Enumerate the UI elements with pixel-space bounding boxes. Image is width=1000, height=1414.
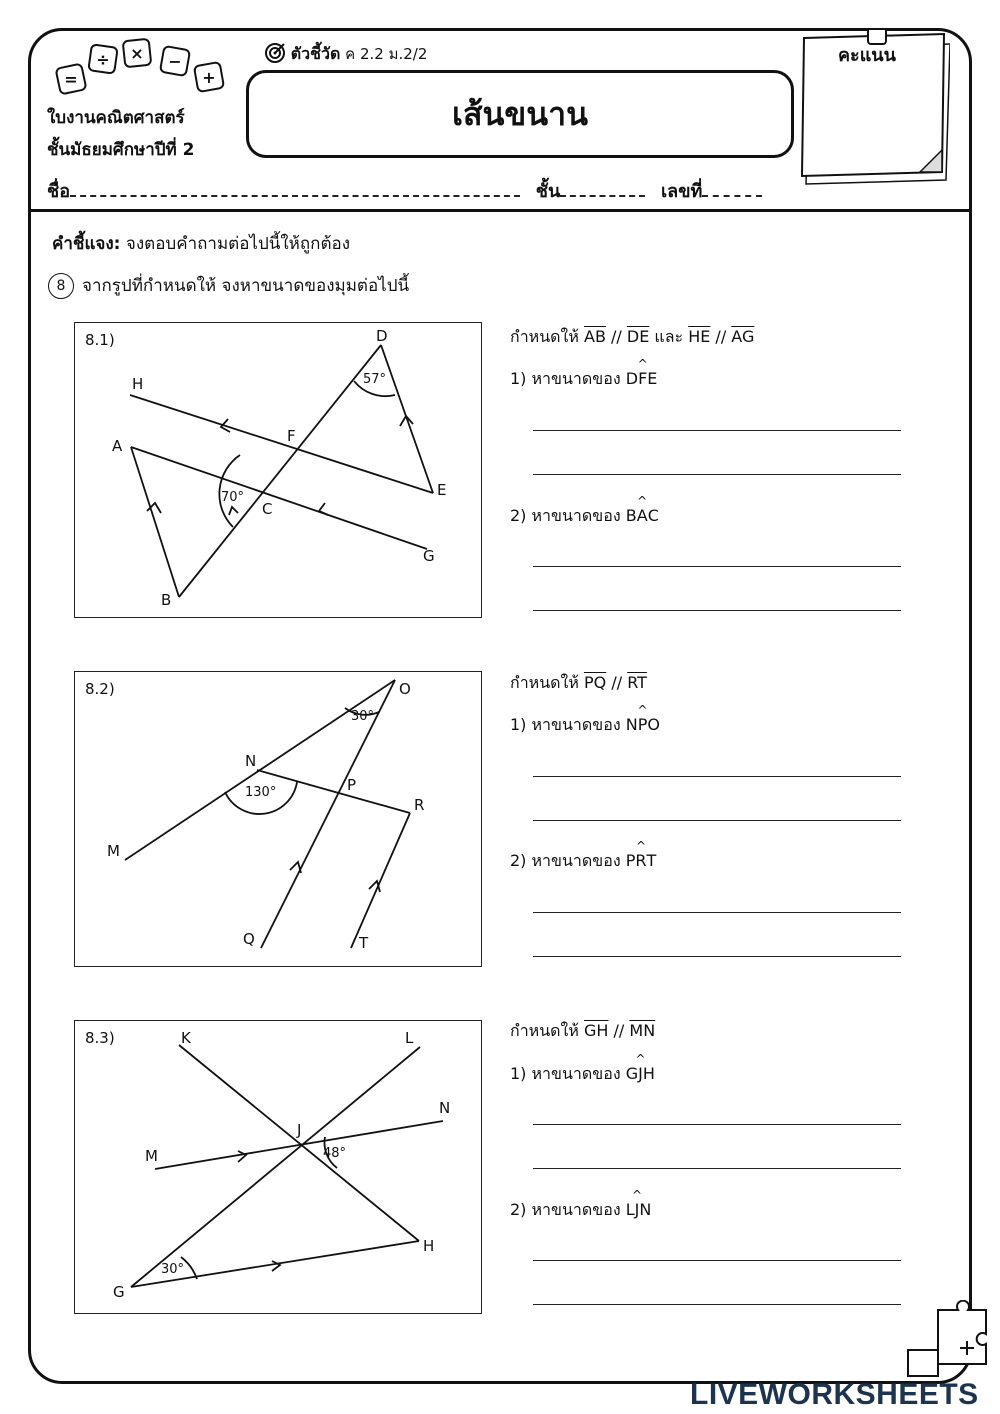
instructions-label: คำชี้แจง: <box>52 234 121 254</box>
answer-line[interactable] <box>533 1168 901 1169</box>
question-prefix: 2) หาขนาดของ <box>510 851 621 870</box>
answer-line[interactable] <box>533 1304 901 1305</box>
score-label: คะแนน <box>838 45 896 66</box>
parallel-symbol: // <box>605 327 627 346</box>
indicator <box>264 42 427 67</box>
given-8-1 <box>510 325 754 350</box>
connector: และ <box>649 327 689 346</box>
class-label: ชั้น <box>535 181 561 202</box>
question-prefix: 1) หาขนาดของ <box>510 369 621 388</box>
given-prefix: กำหนดให้ <box>510 327 579 346</box>
parallel-symbol: // <box>606 673 628 692</box>
topic-title: เส้นขนาน <box>246 70 794 158</box>
point-label: K <box>181 1029 191 1047</box>
figure-8-3 <box>74 1020 482 1314</box>
parallel-symbol: // <box>710 327 732 346</box>
watermark: LIVEWORKSHEETS <box>690 1378 979 1411</box>
point-label: B <box>161 591 172 609</box>
point-label: H <box>423 1237 435 1255</box>
question-prefix: 2) หาขนาดของ <box>510 506 621 525</box>
segment: $\overline{HE}$ <box>688 327 711 346</box>
angle-letter: N <box>625 715 638 734</box>
given-8-3 <box>510 1019 655 1044</box>
angle-letter: H <box>642 1064 655 1083</box>
angle-label: 30° <box>161 1262 185 1277</box>
answer-line[interactable] <box>533 610 901 611</box>
angle-vertex: ^ P <box>638 715 648 734</box>
question-prefix: 2) หาขนาดของ <box>510 1200 621 1219</box>
angle-vertex: ^ F <box>638 369 647 388</box>
answer-line[interactable] <box>533 956 901 957</box>
number-field[interactable] <box>702 181 762 197</box>
target-icon <box>264 42 286 64</box>
angle-vertex: ^ R <box>635 851 646 870</box>
angle-vertex: ^ J <box>635 1200 640 1219</box>
parallel-symbol: // <box>608 1021 630 1040</box>
point-label: J <box>297 1121 302 1139</box>
indicator-label: ตัวชี้วัด <box>290 44 341 63</box>
angle-letter: T <box>646 851 657 870</box>
figure-8-1-diagram <box>75 323 481 617</box>
die-symbol: − <box>168 52 182 71</box>
point-label: F <box>287 427 296 445</box>
name-field[interactable] <box>70 181 520 197</box>
point-label: G <box>113 1283 125 1301</box>
angle-vertex: ^ A <box>637 506 648 525</box>
segment: $\overline{DE}$ <box>626 327 650 346</box>
answer-line[interactable] <box>533 820 901 821</box>
point-label: L <box>405 1029 414 1047</box>
instructions <box>52 230 350 257</box>
angle-letter: P <box>625 851 636 870</box>
answer-line[interactable] <box>533 1260 901 1261</box>
point-label: M <box>107 842 120 860</box>
name-label: ชื่อ <box>47 181 71 202</box>
answer-line[interactable] <box>533 1124 901 1125</box>
indicator-value: ค 2.2 ม.2/2 <box>345 45 428 63</box>
point-label: O <box>399 680 411 698</box>
segment: $\overline{RT}$ <box>627 673 647 692</box>
given-8-2 <box>510 671 647 696</box>
item-text: จากรูปที่กำหนดให้ จงหาขนาดของมุมต่อไปนี้ <box>82 276 410 296</box>
sheet-title-line2: ชั้นมัธยมศึกษาปีที่ 2 <box>47 140 195 160</box>
question-8-3-2 <box>510 1198 651 1223</box>
sheet-title-line1: ใบงานคณิตศาสตร์ <box>47 108 185 128</box>
answer-line[interactable] <box>533 566 901 567</box>
question-8-2-2 <box>510 849 656 874</box>
given-prefix: กำหนดให้ <box>510 1021 579 1040</box>
segment: $\overline{GH}$ <box>584 1021 609 1040</box>
die-symbol: + <box>202 68 216 87</box>
figure-8-2-diagram <box>75 672 481 966</box>
point-label: H <box>132 375 144 393</box>
point-label: P <box>347 776 357 794</box>
question-prefix: 1) หาขนาดของ <box>510 715 621 734</box>
item-heading <box>48 272 409 299</box>
point-label: E <box>437 481 447 499</box>
angle-label: 57° <box>363 372 387 387</box>
die-symbol: = <box>64 70 78 89</box>
point-label: Q <box>243 930 255 948</box>
dice-decoration <box>52 36 232 102</box>
answer-line[interactable] <box>533 912 901 913</box>
item-number: 8 <box>48 273 74 299</box>
point-label: N <box>439 1099 451 1117</box>
point-label: G <box>423 547 435 565</box>
die-symbol: × <box>130 44 144 63</box>
angle-letter: N <box>639 1200 652 1219</box>
figure-8-3-diagram <box>75 1021 481 1313</box>
question-prefix: 1) หาขนาดของ <box>510 1064 621 1083</box>
angle-letter: L <box>625 1200 635 1219</box>
figure-id: 8.3) <box>85 1029 115 1047</box>
angle-label: 70° <box>221 490 245 505</box>
figure-8-1 <box>74 322 482 618</box>
segment: $\overline{MN}$ <box>629 1021 656 1040</box>
segment: $\overline{PQ}$ <box>584 673 607 692</box>
question-8-1-1 <box>510 367 657 392</box>
figure-id: 8.1) <box>85 331 115 349</box>
angle-label: 48° <box>323 1146 347 1161</box>
figure-8-2 <box>74 671 482 967</box>
angle-vertex: ^ J <box>638 1064 643 1083</box>
angle-letter: G <box>625 1064 639 1083</box>
point-label: A <box>112 437 123 455</box>
angle-letter: C <box>647 506 659 525</box>
point-label: C <box>262 500 273 518</box>
angle-letter: O <box>647 715 660 734</box>
angle-label: 30° <box>351 709 375 724</box>
instructions-text: จงตอบคำถามต่อไปนี้ให้ถูกต้อง <box>125 234 351 254</box>
answer-line[interactable] <box>533 474 901 475</box>
puzzle-icon <box>904 1300 994 1380</box>
segment: $\overline{AB}$ <box>584 327 606 346</box>
question-8-1-2 <box>510 504 659 529</box>
angle-label: 130° <box>245 785 277 800</box>
answer-line[interactable] <box>533 430 901 431</box>
angle-letter: D <box>625 369 639 388</box>
header-divider <box>28 209 972 212</box>
die-symbol: ÷ <box>96 50 110 69</box>
point-label: T <box>359 934 369 952</box>
point-label: D <box>376 327 388 345</box>
class-field[interactable] <box>560 181 645 197</box>
figure-id: 8.2) <box>85 680 115 698</box>
angle-letter: B <box>625 506 637 525</box>
question-8-3-1 <box>510 1062 655 1087</box>
point-label: M <box>145 1147 158 1165</box>
number-label: เลขที่ <box>661 181 703 202</box>
point-label: N <box>245 752 257 770</box>
angle-letter: E <box>647 369 658 388</box>
name-row <box>47 176 762 205</box>
question-8-2-1 <box>510 713 660 738</box>
segment: $\overline{AG}$ <box>731 327 755 346</box>
answer-line[interactable] <box>533 776 901 777</box>
point-label: R <box>414 796 425 814</box>
given-prefix: กำหนดให้ <box>510 673 579 692</box>
